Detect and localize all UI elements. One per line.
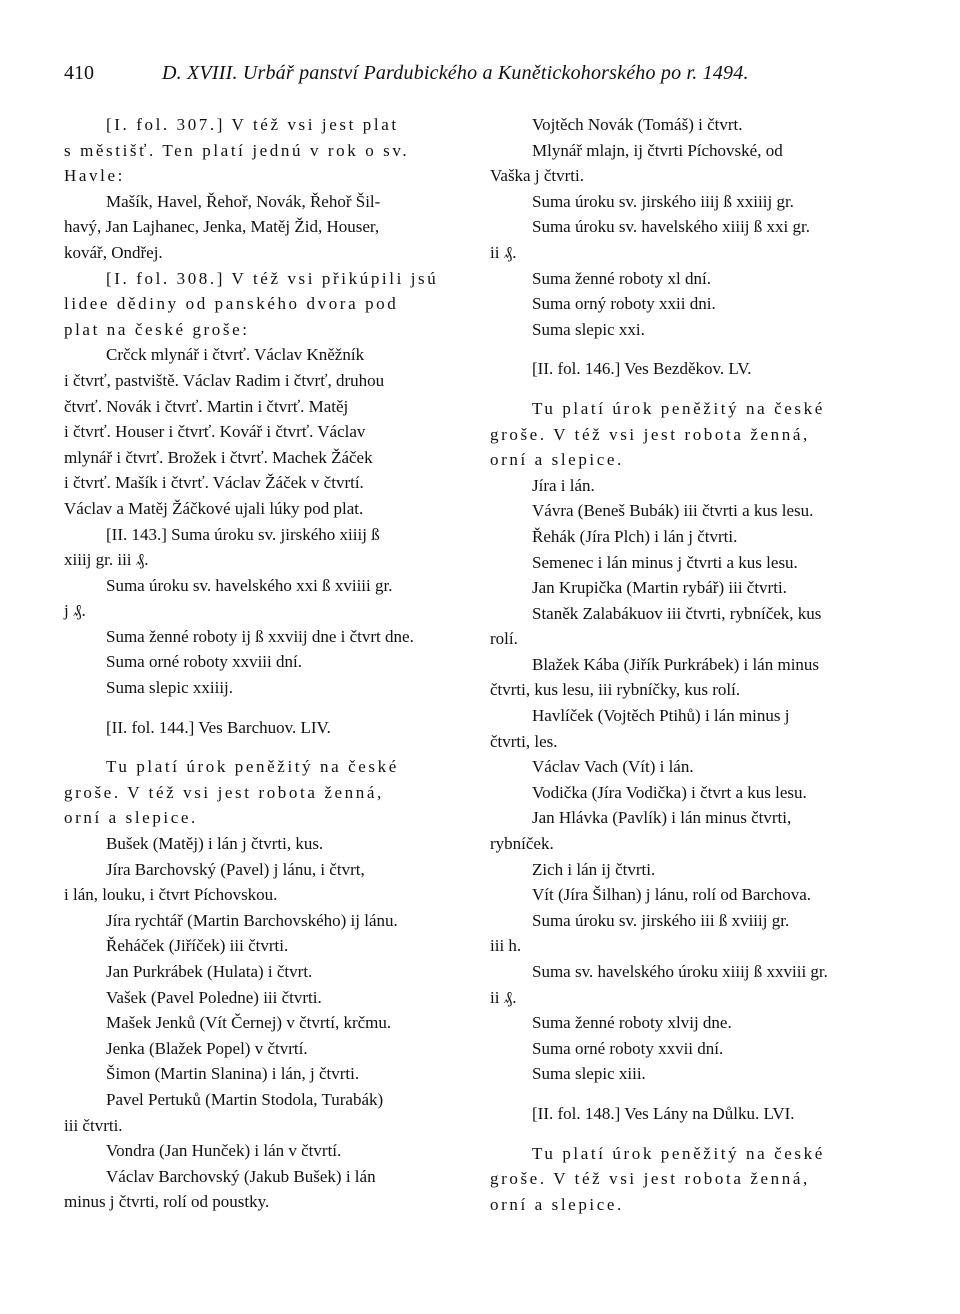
section-gap <box>64 740 476 754</box>
text-line: iii h. <box>490 936 522 956</box>
text-line: mlynář i čtvrť. Brožek i čtvrť. Machek Žáček <box>64 447 373 467</box>
section-gap <box>490 342 900 356</box>
text-line: čtvrť. Novák i čtvrť. Martin i čtvrť. Matěj <box>64 396 349 416</box>
text-line: xiiij gr. iii ₰. <box>64 550 149 570</box>
text-line: Řeháček (Jiříček) iii čtvrti. <box>106 936 289 956</box>
text-line: lidee dědiny od panského dvora pod <box>64 294 399 314</box>
text-line: Suma slepic xiii. <box>532 1064 646 1084</box>
text-line: Jan Purkrábek (Hulata) i čtvrt. <box>106 962 313 981</box>
section-gap <box>490 1087 900 1101</box>
text-line: Bušek (Matěj) i lán j čtvrti, kus. <box>106 834 324 854</box>
text-line: Václav Vach (Vít) i lán. <box>532 757 694 777</box>
text-line: Jíra Barchovský (Pavel) j lánu, i čtvrt, <box>106 859 365 879</box>
text-line: [II. 143.] Suma úroku sv. jirského xiiij ß <box>106 524 380 544</box>
text-line: Crčck mlynář i čtvrť. Václav Kněžník <box>106 345 365 365</box>
text-line: groše. V též vsi jest robota ženná, <box>490 1169 810 1189</box>
text-line: [II. fol. 148.] Ves Lány na Důlku. LVI. <box>532 1103 795 1123</box>
text-line: čtvrti, les. <box>490 731 558 751</box>
page-header <box>64 62 904 90</box>
text-line: Vojtěch Novák (Tomáš) i čtvrt. <box>532 115 743 134</box>
text-line: Vondra (Jan Hunček) i lán v čtvrtí. <box>106 1141 342 1161</box>
right-column <box>490 112 900 1217</box>
section-gap <box>490 382 900 396</box>
text-line: Vít (Jíra Šilhan) j lánu, rolí od Barchova. <box>532 885 812 905</box>
text-line: Suma úroku sv. havelského xiiij ß xxi gr. <box>532 217 810 237</box>
text-line: s městišť. Ten platí jednú v rok o sv. <box>64 140 410 160</box>
text-line: Suma ženné roboty xl dní. <box>532 268 711 288</box>
text-line: Jenka (Blažek Popel) v čtvrtí. <box>106 1038 308 1058</box>
text-line: havý, Jan Lajhanec, Jenka, Matěj Žid, Houser, <box>64 217 380 237</box>
text-line: Tu platí úrok peněžitý na české <box>106 757 399 777</box>
text-line: Suma slepic xxi. <box>532 319 645 339</box>
text-line: Suma ženné roboty ij ß xxviij dne i čtvrt dne. <box>106 626 414 646</box>
text-line: Suma slepic xxiiij. <box>106 678 234 698</box>
text-line: Mašík, Havel, Řehoř, Novák, Řehoř Šil- <box>106 191 381 211</box>
text-line: Jíra rychtář (Martin Barchovského) ij lánu. <box>106 910 398 930</box>
text-line: [II. fol. 144.] Ves Barchuov. LIV. <box>106 717 331 737</box>
text-line: Jíra i lán. <box>532 475 595 495</box>
text-line: Blažek Kába (Jiřík Purkrábek) i lán minus <box>532 654 820 674</box>
text-line: groše. V též vsi jest robota ženná, <box>490 424 810 444</box>
text-line: Suma úroku sv. havelského xxi ß xviiii gr. <box>106 575 393 595</box>
text-line: ii ₰. <box>490 987 517 1007</box>
text-line: iii čtvrti. <box>64 1115 123 1135</box>
text-line: Vašek (Pavel Poledne) iii čtvrti. <box>106 987 322 1007</box>
text-line: Vávra (Beneš Bubák) iii čtvrti a kus lesu. <box>532 501 814 521</box>
text-line: groše. V též vsi jest robota ženná, <box>64 782 384 802</box>
text-line: Suma orný roboty xxii dni. <box>532 294 716 314</box>
text-line: Suma ženné roboty xlvij dne. <box>532 1013 732 1033</box>
text-line: Staněk Zalabákuov iii čtvrti, rybníček, kus <box>532 603 822 623</box>
text-line: čtvrti, kus lesu, iii rybníčky, kus rolí. <box>490 680 741 700</box>
section-gap <box>64 701 476 715</box>
text-line: plat na české groše: <box>64 319 250 339</box>
text-line: Suma úroku sv. jirského iiij ß xxiiij gr. <box>532 191 794 211</box>
text-line: [I. fol. 308.] V též vsi přikúpili jsú <box>106 268 439 288</box>
text-line: Suma orné roboty xxviii dní. <box>106 652 302 672</box>
text-line: Šimon (Martin Slanina) i lán, j čtvrti. <box>106 1064 360 1084</box>
text-line: i čtvrť. Houser i čtvrť. Kovář i čtvrť. Václav <box>64 422 366 442</box>
text-line: [II. fol. 146.] Ves Bezděkov. LV. <box>532 359 752 379</box>
text-line: rybníček. <box>490 834 554 854</box>
text-line: kovář, Ondřej. <box>64 242 163 262</box>
text-line: Suma úroku sv. jirského iii ß xviiij gr. <box>532 910 790 930</box>
text-line: Mlynář mlajn, ij čtvrti Píchovské, od <box>532 140 783 160</box>
text-line: Tu platí úrok peněžitý na české <box>532 398 825 418</box>
text-line: Vodička (Jíra Vodička) i čtvrt a kus lesu. <box>532 782 807 802</box>
text-line: orní a slepice. <box>490 450 624 470</box>
text-line: ii ₰. <box>490 242 517 262</box>
text-line: Jan Krupička (Martin rybář) iii čtvrti. <box>532 578 787 598</box>
text-line: rolí. <box>490 629 518 649</box>
text-line: i lán, louku, i čtvrt Píchovskou. <box>64 885 278 905</box>
left-column <box>64 112 476 1215</box>
text-line: Václav a Matěj Žáčkové ujali lúky pod plat. <box>64 498 364 518</box>
text-line: Zich i lán ij čtvrti. <box>532 859 656 879</box>
text-line: Havle: <box>64 166 125 186</box>
text-line: Mašek Jenků (Vít Černej) v čtvrtí, krčmu. <box>106 1013 392 1033</box>
text-line: [I. fol. 307.] V též vsi jest plat <box>106 115 399 134</box>
text-line: Pavel Pertuků (Martin Stodola, Turabák) <box>106 1089 384 1109</box>
text-line: Jan Hlávka (Pavlík) i lán minus čtvrti, <box>532 808 792 828</box>
text-line: orní a slepice. <box>64 808 198 828</box>
page-number: 410 <box>64 62 94 84</box>
text-line: minus j čtvrti, rolí od poustky. <box>64 1192 270 1212</box>
text-line: Semenec i lán minus j čtvrti a kus lesu. <box>532 552 798 572</box>
text-line: Suma orné roboty xxvii dní. <box>532 1038 724 1058</box>
text-line: i čtvrť. Mašík i čtvrť. Václav Žáček v čtvrtí. <box>64 473 364 493</box>
text-line: Řehák (Jíra Plch) i lán j čtvrti. <box>532 526 738 546</box>
text-line: Vaška j čtvrti. <box>490 166 584 186</box>
text-line: Havlíček (Vojtěch Ptihů) i lán minus j <box>532 706 790 726</box>
text-line: i čtvrť, pastviště. Václav Radim i čtvrť, druhou <box>64 370 385 390</box>
text-line: Suma sv. havelského úroku xiiij ß xxviii gr. <box>532 962 828 981</box>
text-line: j ₰. <box>64 601 86 621</box>
text-line: Václav Barchovský (Jakub Bušek) i lán <box>106 1166 376 1186</box>
text-line: orní a slepice. <box>490 1194 624 1214</box>
section-gap <box>490 1127 900 1141</box>
text-line: Tu platí úrok peněžitý na české <box>532 1143 825 1163</box>
running-title: D. XVIII. Urbář panství Pardubického a Kunětickohorského po r. 1494. <box>162 62 749 84</box>
